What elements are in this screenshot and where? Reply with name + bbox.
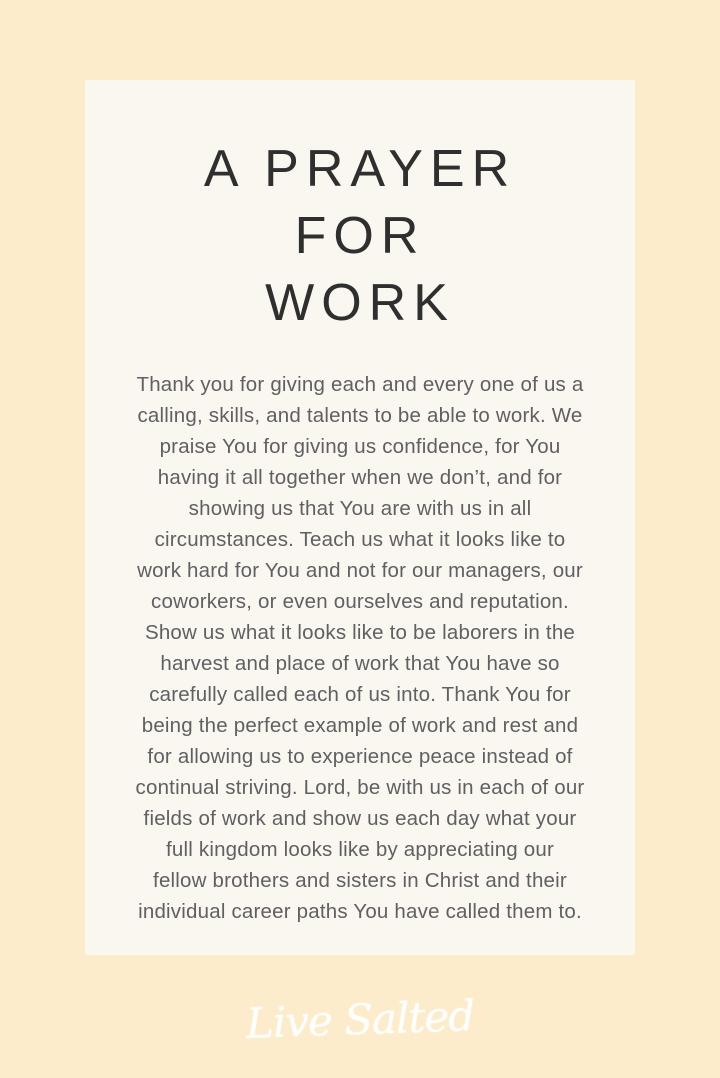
prayer-text-line: for allowing us to experience peace instead of xyxy=(147,745,573,768)
prayer-text-line: work hard for You and not for our managers, our xyxy=(137,559,583,582)
prayer-text-line: praise You for giving us confidence, for You xyxy=(159,435,561,458)
prayer-text-line: fellow brothers and sisters in Christ and their xyxy=(153,869,567,892)
prayer-text-line: coworkers, or even ourselves and reputation. xyxy=(151,590,569,613)
prayer-text-line: having it all together when we don’t, and for xyxy=(157,466,563,489)
prayer-text-line: continual striving. Lord, be with us in each of our xyxy=(135,776,585,799)
prayer-text-line: Thank you for giving each and every one of us a xyxy=(136,373,584,396)
poster-title-line: WORK xyxy=(265,274,455,332)
prayer-text-line: Show us what it looks like to be laborers in the xyxy=(144,621,576,644)
prayer-text-line: full kingdom looks like by appreciating our xyxy=(165,838,555,861)
prayer-text xyxy=(85,369,635,927)
prayer-text-line: fields of work and show us each day what your xyxy=(143,807,577,830)
poster-title-line: A PRAYER xyxy=(203,140,517,198)
prayer-card xyxy=(85,80,635,955)
brand-logo-script: Live Salted xyxy=(245,990,475,1048)
poster-title-line: FOR xyxy=(294,207,426,265)
poster-title xyxy=(85,136,635,337)
prayer-text-line: harvest and place of work that You have so xyxy=(160,652,560,675)
prayer-text-line: individual career paths You have called them to. xyxy=(138,900,582,923)
prayer-text-line: circumstances. Teach us what it looks like to xyxy=(154,528,566,551)
prayer-text-line: carefully called each of us into. Thank You for xyxy=(149,683,571,706)
prayer-text-line: being the perfect example of work and rest and xyxy=(141,714,579,737)
prayer-text-line: calling, skills, and talents to be able to work. We xyxy=(137,404,583,427)
prayer-text-line: showing us that You are with us in all xyxy=(188,497,532,520)
